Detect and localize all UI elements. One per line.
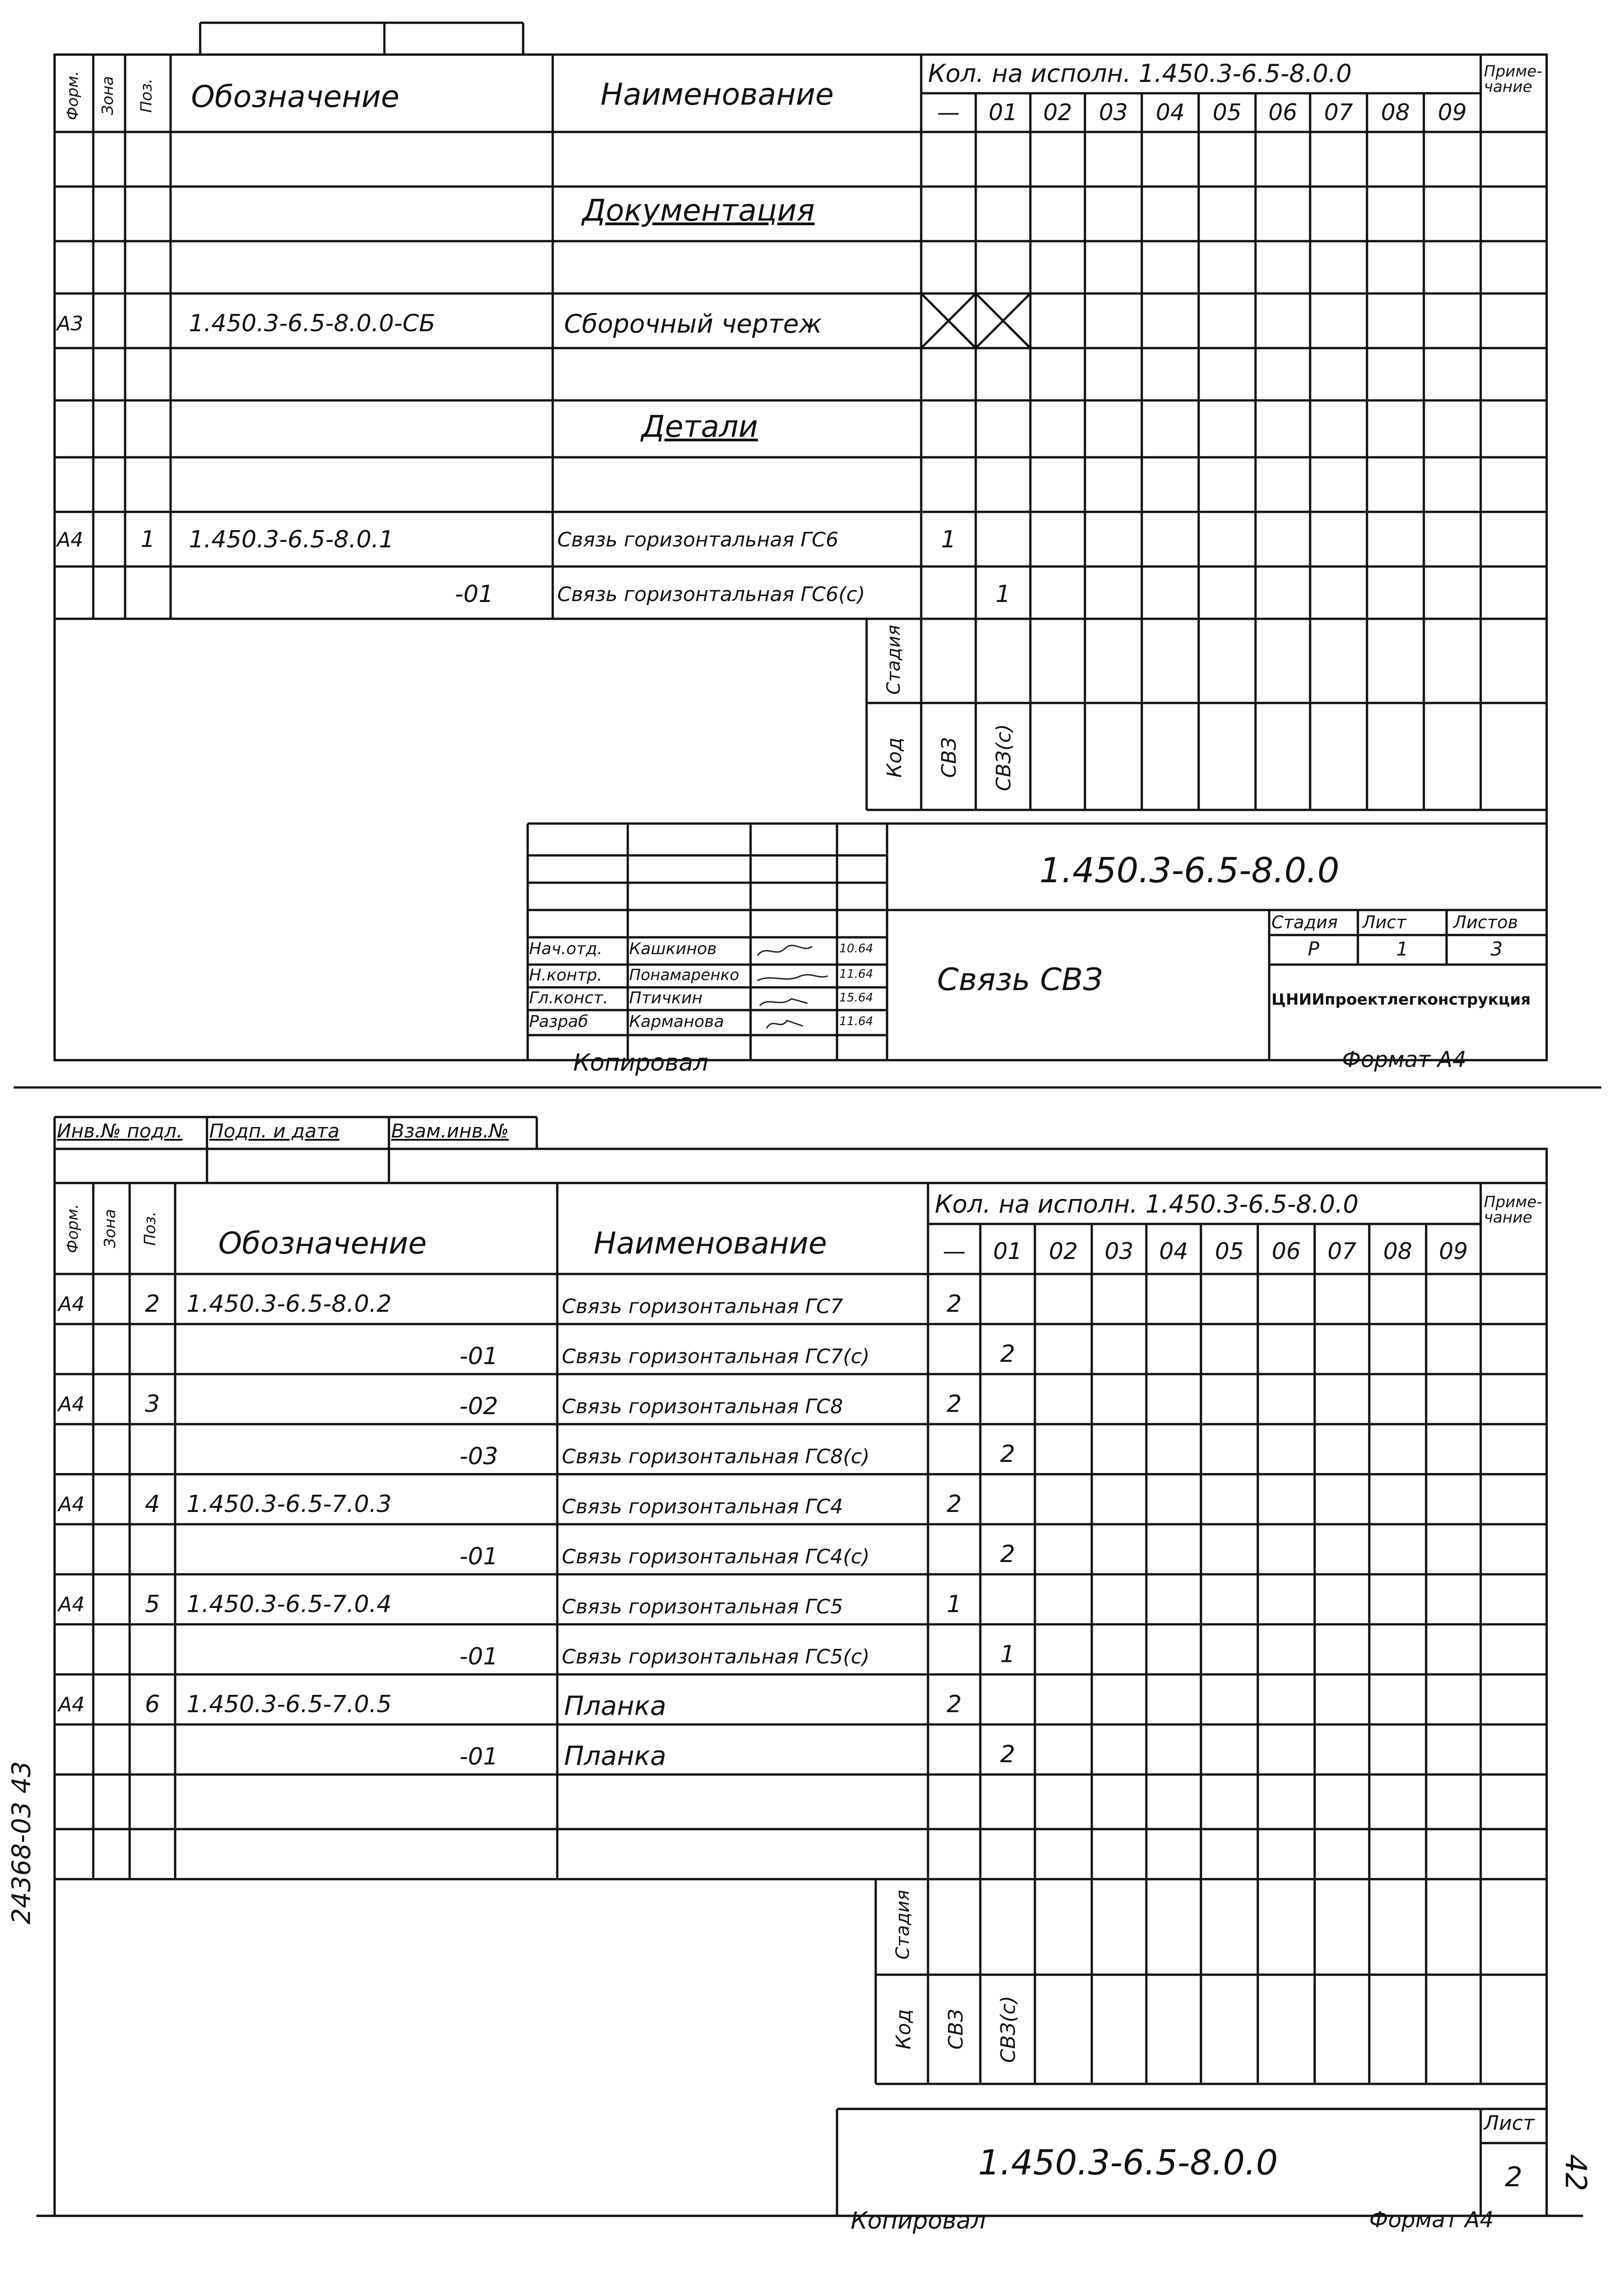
format-label: Формат А4 — [1342, 1047, 1467, 1072]
section-documentation: Документация — [582, 193, 815, 228]
header-pos: Поз. — [137, 78, 156, 113]
signer-role: Разраб — [529, 1012, 589, 1031]
code-value: СВЗ(с) — [997, 1996, 1020, 2063]
code-value: СВЗ — [938, 737, 961, 778]
row-designation: -01 — [455, 581, 494, 608]
row-pos: 6 — [145, 1691, 160, 1718]
signer-date: 11.64 — [839, 967, 873, 981]
variant-header: 03 — [1099, 99, 1128, 126]
side-number: 24368-03 43 — [7, 1761, 36, 1925]
row-designation: -01 — [459, 1543, 498, 1570]
row-qty-base: 2 — [946, 1390, 962, 1418]
row-designation: 1.450.3-6.5-8.0.2 — [187, 1290, 392, 1318]
signer-name: Кашкинов — [629, 940, 717, 958]
row-qty-base: 2 — [946, 1491, 962, 1518]
variant-header: 09 — [1437, 99, 1467, 126]
sheet-value: 1 — [1396, 938, 1408, 960]
signer-role: Нач.отд. — [529, 940, 603, 958]
row-designation: 1.450.3-6.5-8.0.0-СБ — [189, 310, 435, 337]
header-note: Приме- чание — [1484, 1193, 1543, 1227]
signature-marks — [753, 940, 835, 1035]
variant-header: 06 — [1271, 1238, 1301, 1264]
row-name: Планка — [564, 1740, 666, 1771]
row-name: Сборочный чертеж — [564, 309, 822, 339]
stage-label: Стадия — [883, 625, 904, 695]
row-pos: 5 — [145, 1591, 160, 1618]
sheets-value: 3 — [1490, 938, 1503, 960]
row-designation: 1.450.3-6.5-7.0.5 — [187, 1691, 392, 1718]
variant-header: 07 — [1324, 99, 1353, 126]
header-pos: Поз. — [141, 1211, 159, 1246]
row-qty-01: 2 — [1000, 1340, 1015, 1368]
archive-inv: Инв.№ подл. — [57, 1120, 183, 1142]
row-qty-01: 1 — [995, 581, 1011, 608]
variant-header: 01 — [993, 1238, 1022, 1264]
signer-date: 15.64 — [839, 991, 873, 1005]
row-form: А4 — [58, 1393, 85, 1416]
row-qty-01: 1 — [1000, 1641, 1015, 1668]
variant-header: — — [943, 1238, 966, 1264]
row-designation: 1.450.3-6.5-7.0.4 — [187, 1591, 392, 1618]
copied-label: Копировал — [851, 2207, 986, 2235]
variant-header: 01 — [989, 99, 1018, 126]
header-zone: Зона — [99, 76, 117, 115]
row-pos: 2 — [145, 1290, 160, 1318]
stage-value: Р — [1307, 938, 1320, 960]
variant-header: 05 — [1215, 1238, 1244, 1264]
section-parts: Детали — [641, 409, 758, 444]
corner-number: 42 — [1558, 2154, 1592, 2191]
variant-header: 08 — [1383, 1238, 1412, 1264]
signer-name: Птичкин — [629, 989, 703, 1007]
header-name: Наименование — [600, 77, 834, 112]
signer-name: Карманова — [629, 1012, 724, 1031]
row-qty-01: 2 — [1000, 1741, 1015, 1768]
sheets-header: Листов — [1453, 912, 1518, 932]
doc-number: 1.450.3-6.5-8.0.0 — [1039, 850, 1340, 890]
row-form: А4 — [57, 528, 84, 551]
row-name: Связь горизонтальная ГС7 — [562, 1295, 843, 1318]
row-designation: -01 — [459, 1643, 498, 1670]
doc-number: 1.450.3-6.5-8.0.0 — [978, 2142, 1278, 2183]
row-name: Связь горизонтальная ГС8 — [562, 1395, 843, 1418]
code-value: СВЗ — [944, 2009, 968, 2050]
row-name: Связь горизонтальная ГС7(с) — [562, 1345, 870, 1368]
signer-date: 10.64 — [839, 942, 873, 956]
sheet-value: 2 — [1505, 2161, 1523, 2193]
row-designation: 1.450.3-6.5-7.0.3 — [187, 1491, 392, 1518]
row-name: Связь горизонтальная ГС5 — [562, 1595, 843, 1618]
row-form: А3 — [57, 312, 84, 335]
signer-role: Гл.конст. — [529, 989, 609, 1007]
row-name: Связь горизонтальная ГС6 — [557, 528, 839, 551]
archive-replace: Взам.инв.№ — [391, 1120, 509, 1142]
header-note: Приме- чание — [1484, 62, 1543, 96]
row-designation: -02 — [459, 1393, 498, 1420]
variant-header: — — [937, 99, 960, 126]
row-form: А4 — [58, 1593, 85, 1616]
variant-header: 07 — [1327, 1238, 1357, 1264]
row-form: А4 — [58, 1293, 85, 1316]
header-qty: Кол. на исполн. 1.450.3-6.5-8.0.0 — [935, 1190, 1359, 1218]
row-name: Связь горизонтальная ГС8(с) — [562, 1445, 870, 1468]
row-qty-base: 2 — [946, 1290, 962, 1318]
row-pos: 3 — [145, 1390, 160, 1418]
header-designation: Обозначение — [191, 79, 399, 114]
sheet-header: Лист — [1484, 2112, 1535, 2135]
doc-title: Связь СВЗ — [937, 962, 1103, 998]
header-designation: Обозначение — [218, 1226, 427, 1261]
code-label: Код — [883, 737, 906, 778]
variant-header: 02 — [1043, 99, 1072, 126]
code-value: СВЗ(с) — [992, 724, 1015, 791]
row-qty-01: 2 — [1000, 1441, 1015, 1468]
row-qty-base: 2 — [946, 1691, 962, 1718]
header-form: Форм. — [64, 1203, 82, 1254]
signer-name: Понамаренко — [629, 966, 739, 984]
row-name: Планка — [564, 1690, 666, 1721]
row-name: Связь горизонтальная ГС4 — [562, 1495, 843, 1518]
header-name: Наименование — [594, 1226, 827, 1261]
signer-role: Н.контр. — [529, 966, 603, 985]
signer-date: 11.64 — [839, 1015, 873, 1028]
format-label: Формат А4 — [1369, 2207, 1494, 2233]
archive-sign: Подп. и дата — [209, 1120, 340, 1142]
row-name: Связь горизонтальная ГС4(с) — [562, 1545, 870, 1568]
row-form: А4 — [58, 1693, 85, 1716]
row-qty-base: 1 — [941, 526, 956, 553]
variant-header: 03 — [1105, 1238, 1134, 1264]
row-designation: -01 — [459, 1343, 498, 1370]
variant-header: 05 — [1212, 99, 1242, 126]
row-qty-base: 1 — [946, 1591, 962, 1618]
header-zone: Зона — [101, 1209, 119, 1248]
stage-header: Стадия — [1271, 912, 1338, 932]
row-form: А4 — [58, 1493, 85, 1516]
organization: ЦНИИпроектлегконструкция — [1271, 991, 1531, 1009]
row-name: Связь горизонтальная ГС5(с) — [562, 1645, 870, 1668]
row-pos: 4 — [145, 1491, 160, 1518]
variant-header: 06 — [1268, 99, 1297, 126]
variant-header: 02 — [1049, 1238, 1078, 1264]
row-qty-01: 2 — [1000, 1541, 1015, 1568]
variant-header: 04 — [1159, 1238, 1188, 1264]
row-pos: 1 — [141, 526, 155, 552]
variant-header: 09 — [1439, 1238, 1468, 1264]
header-form: Форм. — [64, 71, 82, 121]
row-designation: -01 — [459, 1743, 498, 1770]
sheet-header: Лист — [1362, 912, 1407, 932]
variant-header: 04 — [1155, 99, 1185, 126]
code-label: Код — [892, 2009, 915, 2050]
stage-label: Стадия — [893, 1890, 913, 1960]
copied-label: Копировал — [573, 1049, 709, 1077]
header-qty: Кол. на исполн. 1.450.3-6.5-8.0.0 — [928, 59, 1352, 88]
variant-header: 08 — [1381, 99, 1410, 126]
row-name: Связь горизонтальная ГС6(с) — [557, 583, 865, 606]
row-designation: 1.450.3-6.5-8.0.1 — [189, 526, 394, 553]
row-designation: -03 — [459, 1443, 498, 1470]
